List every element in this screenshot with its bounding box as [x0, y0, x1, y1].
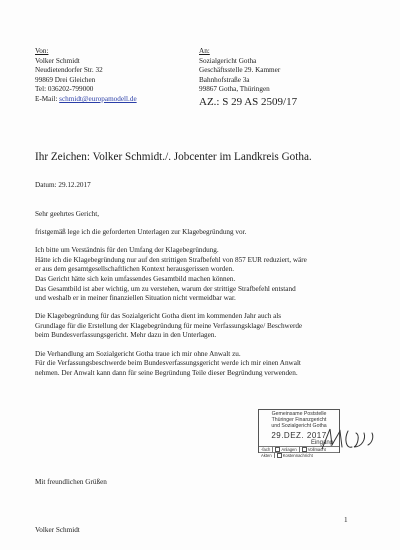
checkbox-icon	[302, 447, 307, 452]
recipient-address	[199, 47, 297, 109]
stamp-date: 29.DEZ. 2017	[271, 431, 327, 440]
paragraph-constitutional: Die Klagebegründung für das Sozialgericht Gotha dient im kommenden Jahr auch als Grundlage für die Erstellung der Klagebegründung für meine Verfassungsklage/ Beschwerde beim Bundesverfassungsgericht. Mehr dazu in den Unterlagen.	[35, 312, 303, 340]
email-label: E-Mail:	[35, 94, 60, 103]
stamp-header: Gemeinsame Poststelle Thüringer Finanzgericht und Sozialgericht Gotha	[271, 411, 327, 429]
recipient-line: 99867 Gotha, Thüringen	[199, 85, 270, 94]
checkbox-icon	[275, 447, 280, 452]
page-number: 1	[344, 516, 348, 524]
sender-line: Neudietendorfer Str. 32	[35, 66, 103, 75]
letter-body	[35, 210, 365, 387]
paragraph-lawyer: Die Verhandlung am Sozialgericht Gotha traue ich mir ohne Anwalt zu. Für die Verfassungsbeschwerde beim Bundesverfassungsgericht werde ich mir einen Anwalt nehmen. Der Anwalt kann dann für seine Begründung Teile dieser Begründung verwenden.	[35, 349, 301, 377]
stamp-options-row: -fach Anlagen Vollmacht	[259, 446, 339, 452]
paragraph-scope: Ich bitte um Verständnis für den Umfang der Klagebegründung. Hätte ich die Klagebegründung nur auf den strittigen Strafbefehl von 857 EUR reduziert, wäre er aus dem gesamtgesellschaftlichen Kontext herausgerissen worden. Das Gericht hätte sich kein umfassendes Gesamtbild machen können. Das Gesamtbild ist aber wichtig, um zu verstehen, warum der strittige Strafbefehl entstand und weshalb er in meiner finanziellen Situation nicht vermeidbar war.	[35, 246, 307, 303]
recipient-heading: An:	[199, 47, 210, 55]
recipient-line: Sozialgericht Gotha	[199, 56, 257, 65]
salutation: Sehr geehrtes Gericht,	[35, 210, 100, 218]
recipient-line: Geschäftsstelle 29. Kammer	[199, 66, 281, 75]
email-link[interactable]: schmidt@europamodell.de	[59, 94, 137, 103]
stamp-received: Eingang	[310, 440, 333, 446]
sender-line: Tel: 036202-799000	[35, 85, 94, 94]
case-reference: AZ.: S 29 AS 2509/17	[199, 95, 298, 108]
subject-line: Ihr Zeichen: Volker Schmidt./. Jobcenter im Landkreis Gotha.	[35, 151, 312, 163]
intro-paragraph: fristgemäß lege ich die geforderten Unterlagen zur Klagebegründung vor.	[35, 228, 247, 237]
letter-date: Datum: 29.12.2017	[35, 181, 91, 189]
signer-name: Volker Schmidt	[35, 526, 80, 534]
sender-email-row	[35, 95, 137, 105]
stamp-options-row: Akten Kostennachricht	[259, 452, 339, 458]
closing-phrase: Mit freundlichen Grüßen	[35, 478, 107, 486]
handwritten-initials-icon	[318, 425, 378, 453]
recipient-line: Bahnhofstraße 3a	[199, 75, 250, 84]
checkbox-icon	[277, 453, 282, 458]
sender-address	[35, 47, 137, 105]
sender-heading: Von:	[35, 47, 49, 55]
sender-line: Volker Schmidt	[35, 56, 80, 65]
sender-line: 99869 Drei Gleichen	[35, 75, 96, 84]
